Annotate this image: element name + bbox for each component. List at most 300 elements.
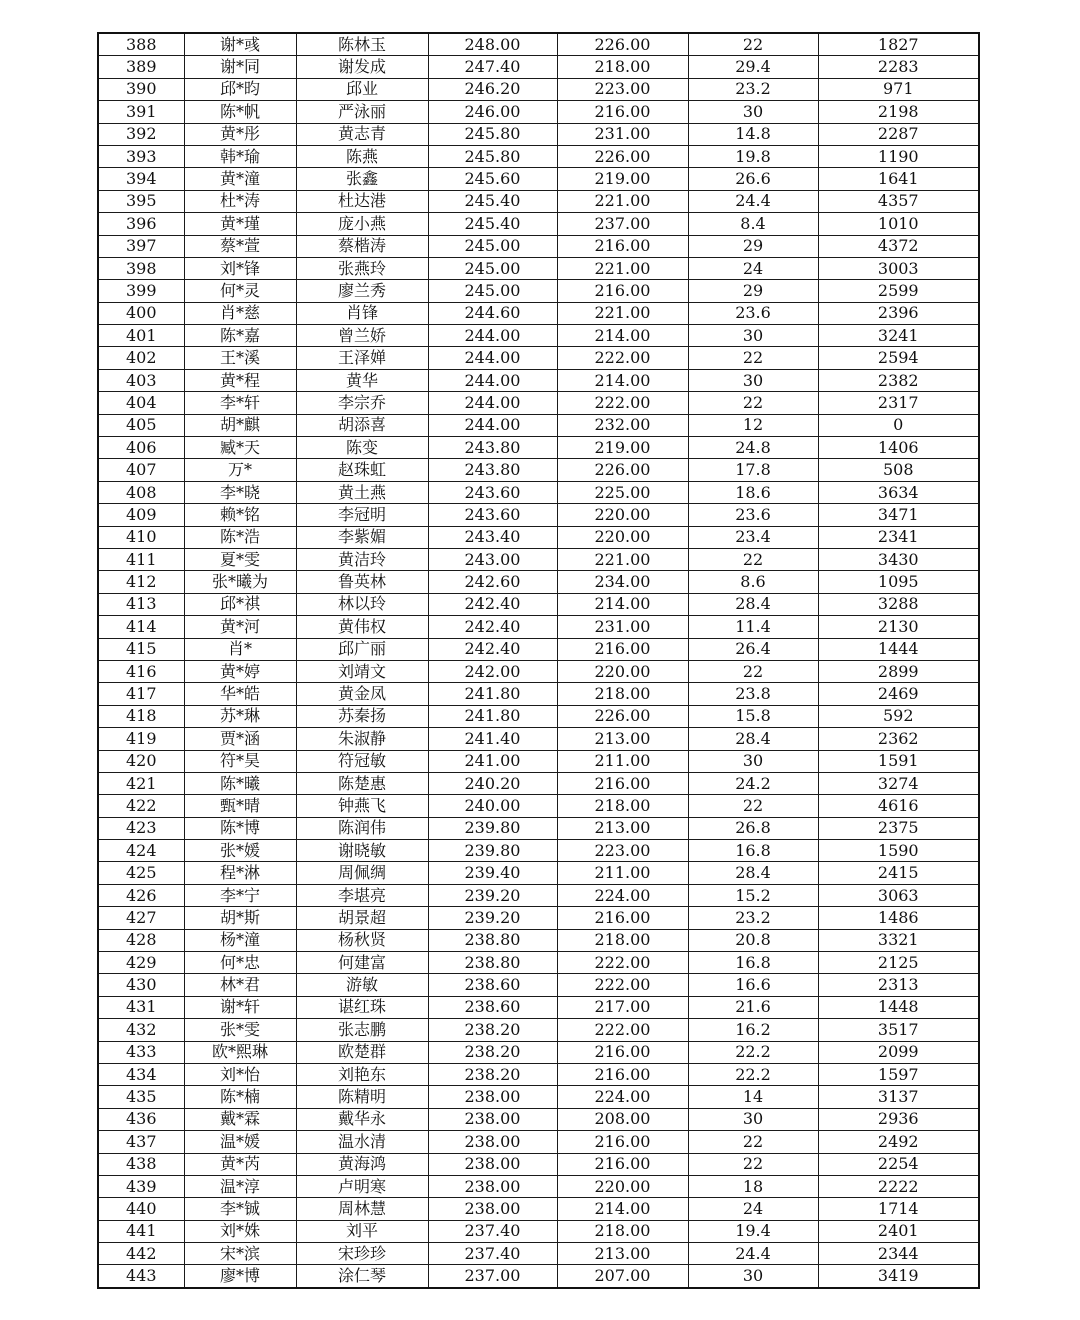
masked-name-cell: 黄*彤 (184, 123, 296, 145)
bonus-score-cell: 8.4 (688, 213, 818, 235)
name-cell: 黄华 (296, 369, 428, 391)
table-row (98, 101, 979, 123)
code-cell: 971 (818, 78, 979, 100)
base-score-cell: 213.00 (557, 1243, 688, 1265)
masked-name-cell: 何*灵 (184, 280, 296, 302)
row-number-cell: 443 (98, 1265, 184, 1288)
total-score-cell: 238.20 (428, 1019, 557, 1041)
code-cell: 2099 (818, 1041, 979, 1063)
masked-name-cell: 陈*嘉 (184, 325, 296, 347)
base-score-cell: 218.00 (557, 683, 688, 705)
total-score-cell: 238.80 (428, 929, 557, 951)
row-number-cell: 403 (98, 369, 184, 391)
bonus-score-cell: 16.2 (688, 1019, 818, 1041)
table-row (98, 1198, 979, 1220)
table-row (98, 1108, 979, 1130)
row-number-cell: 408 (98, 481, 184, 503)
bonus-score-cell: 21.6 (688, 996, 818, 1018)
total-score-cell: 242.60 (428, 571, 557, 593)
name-cell: 李堪亮 (296, 884, 428, 906)
bonus-score-cell: 14.8 (688, 123, 818, 145)
row-number-cell: 419 (98, 728, 184, 750)
row-number-cell: 424 (98, 840, 184, 862)
bonus-score-cell: 18 (688, 1175, 818, 1197)
bonus-score-cell: 22 (688, 392, 818, 414)
total-score-cell: 243.80 (428, 437, 557, 459)
table-row (98, 414, 979, 436)
name-cell: 刘艳东 (296, 1063, 428, 1085)
row-number-cell: 415 (98, 638, 184, 660)
base-score-cell: 216.00 (557, 907, 688, 929)
bonus-score-cell: 30 (688, 101, 818, 123)
code-cell: 2599 (818, 280, 979, 302)
bonus-score-cell: 23.4 (688, 526, 818, 548)
row-number-cell: 426 (98, 884, 184, 906)
row-number-cell: 417 (98, 683, 184, 705)
total-score-cell: 244.00 (428, 325, 557, 347)
base-score-cell: 226.00 (557, 145, 688, 167)
total-score-cell: 245.40 (428, 190, 557, 212)
row-number-cell: 438 (98, 1153, 184, 1175)
masked-name-cell: 黄*河 (184, 616, 296, 638)
code-cell: 2401 (818, 1220, 979, 1242)
row-number-cell: 427 (98, 907, 184, 929)
name-cell: 陈林玉 (296, 33, 428, 56)
total-score-cell: 242.00 (428, 660, 557, 682)
bonus-score-cell: 28.4 (688, 728, 818, 750)
base-score-cell: 221.00 (557, 302, 688, 324)
row-number-cell: 409 (98, 504, 184, 526)
total-score-cell: 238.00 (428, 1175, 557, 1197)
masked-name-cell: 符*昊 (184, 750, 296, 772)
code-cell: 2396 (818, 302, 979, 324)
table-row (98, 1063, 979, 1085)
masked-name-cell: 张*雯 (184, 1019, 296, 1041)
row-number-cell: 432 (98, 1019, 184, 1041)
bonus-score-cell: 24.4 (688, 1243, 818, 1265)
table-row (98, 1019, 979, 1041)
total-score-cell: 245.40 (428, 213, 557, 235)
code-cell: 1827 (818, 33, 979, 56)
masked-name-cell: 李*宁 (184, 884, 296, 906)
bonus-score-cell: 22 (688, 1131, 818, 1153)
row-number-cell: 412 (98, 571, 184, 593)
name-cell: 陈燕 (296, 145, 428, 167)
name-cell: 刘靖文 (296, 660, 428, 682)
bonus-score-cell: 22 (688, 548, 818, 570)
table-row (98, 750, 979, 772)
masked-name-cell: 杜*涛 (184, 190, 296, 212)
table-row (98, 302, 979, 324)
masked-name-cell: 程*淋 (184, 862, 296, 884)
masked-name-cell: 华*皓 (184, 683, 296, 705)
base-score-cell: 216.00 (557, 1131, 688, 1153)
code-cell: 2362 (818, 728, 979, 750)
bonus-score-cell: 22 (688, 347, 818, 369)
masked-name-cell: 陈*帆 (184, 101, 296, 123)
table-row (98, 392, 979, 414)
name-cell: 宋珍珍 (296, 1243, 428, 1265)
code-cell: 2254 (818, 1153, 979, 1175)
table-row (98, 728, 979, 750)
name-cell: 黄洁玲 (296, 548, 428, 570)
total-score-cell: 245.60 (428, 168, 557, 190)
base-score-cell: 214.00 (557, 593, 688, 615)
total-score-cell: 247.40 (428, 56, 557, 78)
row-number-cell: 397 (98, 235, 184, 257)
masked-name-cell: 王*溪 (184, 347, 296, 369)
table-body (98, 33, 979, 1288)
bonus-score-cell: 8.6 (688, 571, 818, 593)
row-number-cell: 406 (98, 437, 184, 459)
table-row (98, 817, 979, 839)
name-cell: 符冠敏 (296, 750, 428, 772)
bonus-score-cell: 22 (688, 1153, 818, 1175)
name-cell: 陈润伟 (296, 817, 428, 839)
name-cell: 黄志青 (296, 123, 428, 145)
masked-name-cell: 林*君 (184, 974, 296, 996)
bonus-score-cell: 24.4 (688, 190, 818, 212)
table-row (98, 145, 979, 167)
total-score-cell: 245.00 (428, 280, 557, 302)
total-score-cell: 239.80 (428, 840, 557, 862)
bonus-score-cell: 23.2 (688, 907, 818, 929)
code-cell: 2492 (818, 1131, 979, 1153)
code-cell: 1714 (818, 1198, 979, 1220)
bonus-score-cell: 18.6 (688, 481, 818, 503)
total-score-cell: 238.00 (428, 1131, 557, 1153)
masked-name-cell: 夏*雯 (184, 548, 296, 570)
code-cell: 2469 (818, 683, 979, 705)
base-score-cell: 216.00 (557, 280, 688, 302)
name-cell: 胡添喜 (296, 414, 428, 436)
bonus-score-cell: 30 (688, 325, 818, 347)
row-number-cell: 429 (98, 952, 184, 974)
code-cell: 1641 (818, 168, 979, 190)
code-cell: 3137 (818, 1086, 979, 1108)
code-cell: 2899 (818, 660, 979, 682)
total-score-cell: 243.80 (428, 459, 557, 481)
code-cell: 2936 (818, 1108, 979, 1130)
name-cell: 黄海鸿 (296, 1153, 428, 1175)
name-cell: 肖锋 (296, 302, 428, 324)
base-score-cell: 216.00 (557, 1041, 688, 1063)
bonus-score-cell: 26.8 (688, 817, 818, 839)
bonus-score-cell: 29 (688, 280, 818, 302)
total-score-cell: 241.80 (428, 705, 557, 727)
total-score-cell: 238.00 (428, 1153, 557, 1175)
base-score-cell: 213.00 (557, 728, 688, 750)
bonus-score-cell: 22.2 (688, 1041, 818, 1063)
table-row (98, 190, 979, 212)
row-number-cell: 425 (98, 862, 184, 884)
row-number-cell: 402 (98, 347, 184, 369)
bonus-score-cell: 30 (688, 1108, 818, 1130)
code-cell: 3321 (818, 929, 979, 951)
base-score-cell: 223.00 (557, 78, 688, 100)
bonus-score-cell: 26.6 (688, 168, 818, 190)
table-row (98, 638, 979, 660)
total-score-cell: 239.80 (428, 817, 557, 839)
row-number-cell: 404 (98, 392, 184, 414)
code-cell: 4616 (818, 795, 979, 817)
total-score-cell: 239.40 (428, 862, 557, 884)
masked-name-cell: 贾*涵 (184, 728, 296, 750)
bonus-score-cell: 16.8 (688, 952, 818, 974)
row-number-cell: 423 (98, 817, 184, 839)
name-cell: 邱广丽 (296, 638, 428, 660)
masked-name-cell: 刘*怡 (184, 1063, 296, 1085)
name-cell: 陈楚惠 (296, 772, 428, 794)
bonus-score-cell: 22 (688, 795, 818, 817)
total-score-cell: 237.00 (428, 1265, 557, 1288)
table-row (98, 280, 979, 302)
code-cell: 1486 (818, 907, 979, 929)
bonus-score-cell: 15.2 (688, 884, 818, 906)
total-score-cell: 238.00 (428, 1108, 557, 1130)
base-score-cell: 221.00 (557, 257, 688, 279)
code-cell: 2198 (818, 101, 979, 123)
name-cell: 张鑫 (296, 168, 428, 190)
bonus-score-cell: 23.6 (688, 302, 818, 324)
name-cell: 戴华永 (296, 1108, 428, 1130)
table-row (98, 437, 979, 459)
name-cell: 黄金凤 (296, 683, 428, 705)
masked-name-cell: 臧*天 (184, 437, 296, 459)
total-score-cell: 241.80 (428, 683, 557, 705)
masked-name-cell: 陈*浩 (184, 526, 296, 548)
base-score-cell: 224.00 (557, 884, 688, 906)
name-cell: 刘平 (296, 1220, 428, 1242)
masked-name-cell: 李*轩 (184, 392, 296, 414)
name-cell: 王泽婵 (296, 347, 428, 369)
code-cell: 3003 (818, 257, 979, 279)
base-score-cell: 218.00 (557, 929, 688, 951)
name-cell: 何建富 (296, 952, 428, 974)
row-number-cell: 389 (98, 56, 184, 78)
total-score-cell: 246.20 (428, 78, 557, 100)
total-score-cell: 242.40 (428, 593, 557, 615)
masked-name-cell: 刘*姝 (184, 1220, 296, 1242)
row-number-cell: 442 (98, 1243, 184, 1265)
row-number-cell: 436 (98, 1108, 184, 1130)
table-row (98, 616, 979, 638)
row-number-cell: 439 (98, 1175, 184, 1197)
code-cell: 1190 (818, 145, 979, 167)
table-row (98, 795, 979, 817)
name-cell: 曾兰娇 (296, 325, 428, 347)
name-cell: 钟燕飞 (296, 795, 428, 817)
bonus-score-cell: 14 (688, 1086, 818, 1108)
code-cell: 3517 (818, 1019, 979, 1041)
table-row (98, 168, 979, 190)
total-score-cell: 243.60 (428, 504, 557, 526)
table-row (98, 257, 979, 279)
total-score-cell: 240.20 (428, 772, 557, 794)
row-number-cell: 396 (98, 213, 184, 235)
name-cell: 陈变 (296, 437, 428, 459)
table-row (98, 907, 979, 929)
total-score-cell: 245.80 (428, 145, 557, 167)
masked-name-cell: 甄*晴 (184, 795, 296, 817)
code-cell: 1406 (818, 437, 979, 459)
base-score-cell: 231.00 (557, 123, 688, 145)
masked-name-cell: 陈*楠 (184, 1086, 296, 1108)
masked-name-cell: 胡*斯 (184, 907, 296, 929)
table-row (98, 1131, 979, 1153)
row-number-cell: 414 (98, 616, 184, 638)
total-score-cell: 240.00 (428, 795, 557, 817)
name-cell: 蔡楷涛 (296, 235, 428, 257)
total-score-cell: 244.00 (428, 414, 557, 436)
total-score-cell: 238.80 (428, 952, 557, 974)
total-score-cell: 238.20 (428, 1041, 557, 1063)
name-cell: 谌红珠 (296, 996, 428, 1018)
row-number-cell: 435 (98, 1086, 184, 1108)
code-cell: 1591 (818, 750, 979, 772)
table-row (98, 593, 979, 615)
masked-name-cell: 蔡*萱 (184, 235, 296, 257)
code-cell: 2375 (818, 817, 979, 839)
table-row (98, 123, 979, 145)
total-score-cell: 242.40 (428, 638, 557, 660)
total-score-cell: 243.60 (428, 481, 557, 503)
bonus-score-cell: 16.6 (688, 974, 818, 996)
masked-name-cell: 陈*曦 (184, 772, 296, 794)
row-number-cell: 440 (98, 1198, 184, 1220)
table-row (98, 683, 979, 705)
base-score-cell: 207.00 (557, 1265, 688, 1288)
table-row (98, 78, 979, 100)
code-cell: 2125 (818, 952, 979, 974)
name-cell: 张志鹏 (296, 1019, 428, 1041)
bonus-score-cell: 30 (688, 369, 818, 391)
base-score-cell: 224.00 (557, 1086, 688, 1108)
table-row (98, 1220, 979, 1242)
code-cell: 3471 (818, 504, 979, 526)
bonus-score-cell: 30 (688, 750, 818, 772)
base-score-cell: 211.00 (557, 862, 688, 884)
base-score-cell: 226.00 (557, 459, 688, 481)
base-score-cell: 220.00 (557, 504, 688, 526)
total-score-cell: 239.20 (428, 884, 557, 906)
code-cell: 2222 (818, 1175, 979, 1197)
name-cell: 游敏 (296, 974, 428, 996)
name-cell: 陈精明 (296, 1086, 428, 1108)
code-cell: 3634 (818, 481, 979, 503)
total-score-cell: 238.60 (428, 974, 557, 996)
code-cell: 2594 (818, 347, 979, 369)
name-cell: 周林慧 (296, 1198, 428, 1220)
code-cell: 1597 (818, 1063, 979, 1085)
name-cell: 庞小燕 (296, 213, 428, 235)
name-cell: 林以玲 (296, 593, 428, 615)
code-cell: 1448 (818, 996, 979, 1018)
row-number-cell: 394 (98, 168, 184, 190)
total-score-cell: 238.00 (428, 1086, 557, 1108)
total-score-cell: 245.00 (428, 257, 557, 279)
masked-name-cell: 胡*麒 (184, 414, 296, 436)
masked-name-cell: 李*铖 (184, 1198, 296, 1220)
name-cell: 杜达港 (296, 190, 428, 212)
base-score-cell: 216.00 (557, 235, 688, 257)
code-cell: 3274 (818, 772, 979, 794)
masked-name-cell: 谢*同 (184, 56, 296, 78)
masked-name-cell: 张*媛 (184, 840, 296, 862)
base-score-cell: 214.00 (557, 1198, 688, 1220)
bonus-score-cell: 23.8 (688, 683, 818, 705)
masked-name-cell: 肖*慈 (184, 302, 296, 324)
table-row (98, 1153, 979, 1175)
masked-name-cell: 陈*博 (184, 817, 296, 839)
base-score-cell: 220.00 (557, 660, 688, 682)
masked-name-cell: 黄*瑾 (184, 213, 296, 235)
masked-name-cell: 欧*熙琳 (184, 1041, 296, 1063)
table-row (98, 1041, 979, 1063)
row-number-cell: 392 (98, 123, 184, 145)
base-score-cell: 231.00 (557, 616, 688, 638)
total-score-cell: 244.00 (428, 369, 557, 391)
bonus-score-cell: 24 (688, 1198, 818, 1220)
total-score-cell: 238.00 (428, 1198, 557, 1220)
code-cell: 3430 (818, 548, 979, 570)
table-row (98, 974, 979, 996)
row-number-cell: 416 (98, 660, 184, 682)
code-cell: 3288 (818, 593, 979, 615)
base-score-cell: 216.00 (557, 101, 688, 123)
name-cell: 邱业 (296, 78, 428, 100)
base-score-cell: 222.00 (557, 392, 688, 414)
row-number-cell: 431 (98, 996, 184, 1018)
base-score-cell: 221.00 (557, 548, 688, 570)
name-cell: 胡景超 (296, 907, 428, 929)
bonus-score-cell: 24.8 (688, 437, 818, 459)
base-score-cell: 216.00 (557, 772, 688, 794)
total-score-cell: 243.40 (428, 526, 557, 548)
bonus-score-cell: 22 (688, 33, 818, 56)
bonus-score-cell: 28.4 (688, 593, 818, 615)
row-number-cell: 388 (98, 33, 184, 56)
row-number-cell: 422 (98, 795, 184, 817)
name-cell: 鲁英林 (296, 571, 428, 593)
base-score-cell: 218.00 (557, 795, 688, 817)
code-cell: 2344 (818, 1243, 979, 1265)
bonus-score-cell: 29.4 (688, 56, 818, 78)
name-cell: 苏秦扬 (296, 705, 428, 727)
bonus-score-cell: 30 (688, 1265, 818, 1288)
name-cell: 谢晓敏 (296, 840, 428, 862)
name-cell: 张燕玲 (296, 257, 428, 279)
row-number-cell: 401 (98, 325, 184, 347)
table-row (98, 571, 979, 593)
table-row (98, 347, 979, 369)
masked-name-cell: 黄*婷 (184, 660, 296, 682)
code-cell: 2317 (818, 392, 979, 414)
row-number-cell: 398 (98, 257, 184, 279)
base-score-cell: 221.00 (557, 190, 688, 212)
code-cell: 4372 (818, 235, 979, 257)
table-row (98, 369, 979, 391)
total-score-cell: 241.40 (428, 728, 557, 750)
table-row (98, 840, 979, 862)
masked-name-cell: 赖*铭 (184, 504, 296, 526)
base-score-cell: 214.00 (557, 325, 688, 347)
row-number-cell: 441 (98, 1220, 184, 1242)
base-score-cell: 208.00 (557, 1108, 688, 1130)
row-number-cell: 410 (98, 526, 184, 548)
base-score-cell: 222.00 (557, 952, 688, 974)
bonus-score-cell: 12 (688, 414, 818, 436)
